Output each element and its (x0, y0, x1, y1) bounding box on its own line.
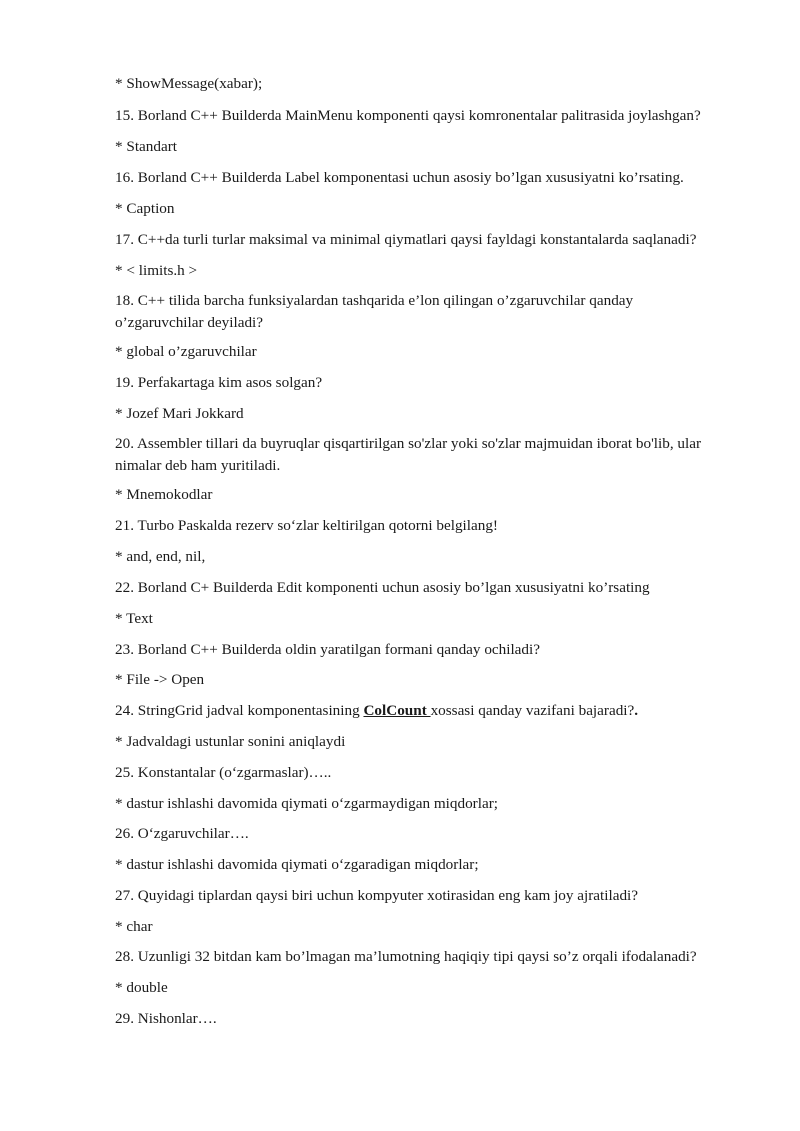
question-16: 16. Borland C++ Builderda Label komponentasi uchun asosiy bo’lgan xususiyatni ko’rsating. (115, 169, 684, 186)
question-23: 23. Borland C++ Builderda oldin yaratilgan formani qanday ochiladi? (115, 641, 540, 658)
question-15: 15. Borland C++ Builderda MainMenu komponenti qaysi komronentalar palitrasida joylashgan? (115, 107, 701, 124)
answer-line: * < limits.h > (115, 262, 198, 279)
question-22: 22. Borland C+ Builderda Edit komponenti uchun asosiy bo’lgan xususiyatni ko’rsating (115, 579, 650, 596)
question-19: 19. Perfakartaga kim asos solgan? (115, 374, 323, 391)
question-24-prefix: 24. StringGrid jadval komponentasining (115, 702, 364, 719)
answer-line: * Text (115, 610, 153, 627)
answer-line: * char (115, 918, 153, 935)
question-18: 18. C++ tilida barcha funksiyalardan tashqarida e’lon qilingan o’zgaruvchilar qanday o’zgaruvchilar deyiladi? (115, 292, 634, 331)
answer-line: * File -> Open (115, 671, 205, 688)
question-17: 17. C++da turli turlar maksimal va minimal qiymatlari qaysi fayldagi konstantalarda saqlanadi? (115, 231, 697, 248)
question-24-suffix: xossasi qanday vazifani bajaradi? (430, 702, 635, 719)
answer-line: * and, end, nil, (115, 548, 206, 565)
answer-line: * Jadvaldagi ustunlar sonini aniqlaydi (115, 733, 346, 750)
colcount-term: ColCount (363, 702, 431, 719)
question-24 (115, 700, 745, 722)
answer-line: * double (115, 979, 168, 996)
answer-line: * Mnemokodlar (115, 486, 213, 503)
question-29: 29. Nishonlar…. (115, 1010, 217, 1027)
question-24-end: . (634, 702, 639, 719)
answer-line: * Caption (115, 200, 175, 217)
question-20: 20. Assembler tillari da buyruqlar qisqartirilgan so'zlar yoki so'zlar majmuidan iborat bo'lib, ular nimalar deb ham yuritiladi. (115, 435, 702, 474)
question-21: 21. Turbo Paskalda rezerv so‘zlar keltirilgan qotorni belgilang! (115, 517, 498, 534)
question-28: 28. Uzunligi 32 bitdan kam bo’lmagan ma’lumotning haqiqiy tipi qaysi so’z orqali ifodalanadi? (115, 948, 697, 965)
answer-line: * dastur ishlashi davomida qiymati o‘zgarmaydigan miqdorlar; (115, 795, 498, 812)
question-25: 25. Konstantalar (o‘zgarmaslar)….. (115, 764, 332, 781)
question-27: 27. Quyidagi tiplardan qaysi biri uchun kompyuter xotirasidan eng kam joy ajratiladi? (115, 887, 638, 904)
answer-line: * ShowMessage(xabar); (115, 75, 263, 92)
answer-line: * dastur ishlashi davomida qiymati o‘zgaradigan miqdorlar; (115, 856, 479, 873)
question-26: 26. O‘zgaruvchilar…. (115, 825, 249, 842)
answer-line: * Standart (115, 138, 178, 155)
answer-line: * Jozef Mari Jokkard (115, 405, 244, 422)
answer-line: * global o’zgaruvchilar (115, 343, 257, 360)
